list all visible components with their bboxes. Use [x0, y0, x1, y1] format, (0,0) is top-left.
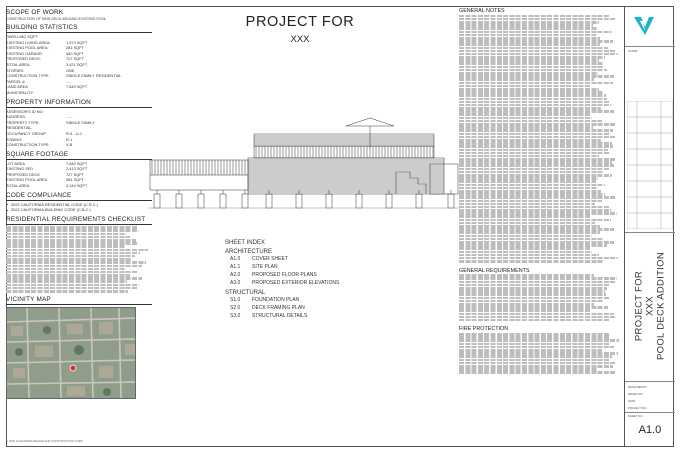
info-label: TOTAL AREA:	[6, 61, 31, 67]
info-label: PARCEL #:	[6, 78, 26, 84]
revision-grid	[627, 101, 673, 229]
fine-print-line	[6, 233, 126, 236]
fine-print-line	[6, 242, 138, 245]
fine-print-line	[459, 300, 603, 303]
info-value: 2,413 SQFT	[66, 166, 88, 172]
fine-print-line	[459, 225, 600, 228]
divider	[6, 200, 152, 201]
sheet-index-row	[225, 279, 385, 287]
fine-print-line	[459, 27, 597, 30]
info-label: EXISTING GARAGE:	[6, 50, 43, 56]
fine-print-line	[459, 31, 612, 34]
info-value: R-1	[66, 136, 73, 142]
fine-print-line	[459, 88, 599, 91]
fine-print-line	[6, 239, 136, 242]
info-label: STORIES:	[6, 67, 25, 73]
info-label: ZONING:	[6, 136, 23, 142]
residential-checklist-heading: RESIDENTIAL REQUIREMENTS CHECKLIST	[6, 216, 146, 224]
sheet-index-row	[225, 263, 385, 271]
stamp-label: STAMP	[628, 49, 638, 53]
fine-print-line	[459, 37, 600, 40]
fine-print-line	[6, 252, 140, 255]
fine-print-line	[459, 339, 619, 342]
info-label: ASSESSOR'S ID NO:	[6, 108, 44, 114]
fine-print-line	[459, 306, 608, 309]
fine-print-line	[459, 309, 591, 312]
info-label: LAND AREA	[6, 84, 28, 90]
fine-print-line	[459, 24, 593, 27]
architecture-sheet-list	[225, 255, 385, 287]
divider	[625, 412, 675, 413]
project-title: PROJECT FOR	[245, 14, 355, 30]
fine-print-line	[459, 174, 612, 177]
info-label: EXISTING POOL AREA:	[6, 45, 49, 51]
fine-print-line	[459, 187, 597, 190]
info-row	[6, 142, 152, 148]
fire-protection-heading: FIRE PROTECTION	[459, 326, 509, 333]
divider	[6, 32, 152, 33]
fine-print-line	[459, 209, 611, 212]
info-label: CONSTRUCTION TYPE:	[6, 142, 50, 148]
sheet-index-row	[225, 271, 385, 279]
fine-print-line	[6, 271, 137, 274]
fine-print-line	[459, 177, 598, 180]
fine-print-line	[459, 82, 613, 85]
info-value: 3,144 SQFT	[66, 183, 88, 189]
info-row	[6, 90, 152, 96]
square-footage-list	[6, 161, 152, 189]
info-label: MUNICIPALITY:	[6, 89, 34, 95]
fine-print-line	[459, 164, 614, 167]
divider	[6, 224, 152, 225]
sheet-index-row	[225, 255, 385, 263]
fine-print-line	[459, 21, 599, 24]
fine-print-line	[459, 161, 612, 164]
info-label: EXISTING POOL AREA	[6, 177, 48, 183]
fine-print-line	[6, 249, 148, 252]
fine-print-line	[459, 107, 601, 110]
fine-print-line	[459, 297, 610, 300]
code-item: 2022 CALIFORNIA BUILDING CODE (C.B.C.)	[6, 207, 152, 213]
fine-print-line	[459, 91, 603, 94]
general-requirements-heading: GENERAL REQUIREMENTS	[459, 267, 530, 274]
info-value: R-3 - U-1	[66, 130, 82, 136]
divider	[625, 46, 675, 47]
scope-text: CONSTRUCTION OF NEW DECK AROUND EXISTING POOL	[6, 17, 107, 21]
info-value: ......	[66, 114, 73, 120]
fine-print-line	[6, 236, 130, 239]
fine-print-line	[459, 352, 618, 355]
sheet-index-row	[225, 304, 385, 312]
info-label: OCCUPANCY GROUP:	[6, 130, 47, 136]
fine-print-line	[459, 155, 599, 158]
fine-print-line	[6, 265, 142, 268]
scope-heading: SCOPE OF WORK	[6, 9, 64, 16]
fine-print-line	[459, 336, 609, 339]
fine-print-line	[459, 287, 607, 290]
copyright-footer: © 2024 CALIFORNIA DESIGN AND CONSTRUCTION CORP.	[6, 439, 84, 443]
fine-print-line	[459, 290, 605, 293]
fine-print-line	[459, 18, 616, 21]
info-value: 1,973 SQFT	[66, 39, 88, 45]
project-subtitle: XXX	[290, 34, 310, 45]
fine-print-line	[459, 129, 613, 132]
fine-print-line	[459, 371, 615, 374]
fine-print-line	[459, 281, 615, 284]
fine-print-line	[459, 303, 594, 306]
fine-print-line	[459, 123, 615, 126]
fine-print-line	[459, 184, 605, 187]
fine-print-line	[459, 133, 609, 136]
fine-print-line	[459, 53, 618, 56]
fine-print-line	[6, 229, 139, 232]
structural-sheet-list	[225, 296, 385, 320]
drawn-by-label: DRAWN BY:	[628, 392, 644, 396]
code-compliance-list	[6, 202, 152, 214]
sheet-description: SITE PLAN	[252, 264, 278, 270]
info-value: 727 SQFT	[66, 56, 84, 62]
sheet-index	[225, 240, 385, 320]
fine-print-line	[459, 190, 601, 193]
fine-print-line	[459, 158, 616, 161]
fine-print-line	[459, 40, 613, 43]
info-label: ADDRESS:	[6, 114, 26, 120]
sheet-number: S2.0	[230, 305, 241, 311]
sheet-number: S1.0	[230, 297, 241, 303]
fine-print-line	[459, 254, 599, 257]
info-value: 281 SQFT	[66, 45, 84, 51]
fine-print-line	[459, 196, 616, 199]
property-info-list	[6, 109, 152, 148]
divider	[6, 107, 152, 108]
info-label: TOTAL AREA	[6, 183, 30, 189]
fine-print-line	[459, 69, 607, 72]
property-info-heading: PROPERTY INFORMATION	[6, 98, 91, 106]
fine-print-line	[459, 78, 594, 81]
info-value	[66, 90, 152, 96]
general-notes-text	[459, 15, 619, 263]
fine-print-line	[459, 235, 592, 238]
structural-heading: STRUCTURAL	[225, 290, 266, 296]
fine-print-line	[6, 255, 135, 258]
divider	[625, 381, 675, 382]
sheet-description: DECK FRAMING PLAN	[252, 305, 305, 311]
fine-print-line	[459, 62, 603, 65]
info-label: DWELLING SQFT	[6, 34, 38, 39]
sheet-number: A3.0	[230, 280, 241, 286]
fine-print-line	[459, 349, 602, 352]
architecture-heading: ARCHITECTURE	[225, 249, 273, 255]
info-value: SINGLE FAMILY RESIDENTIAL	[66, 73, 122, 79]
fine-print-line	[459, 313, 614, 316]
fine-print-line	[459, 94, 606, 97]
info-label: LOT AREA	[6, 160, 25, 166]
fine-print-line	[459, 212, 617, 215]
info-label: EXISTING LIVING AREA:	[6, 39, 51, 45]
fine-print-line	[459, 85, 591, 88]
fine-print-line	[459, 113, 591, 116]
fine-print-line	[6, 258, 131, 261]
fine-print-line	[459, 365, 613, 368]
code-item: 2022 CALIFORNIA RESIDENTIAL CODE (C.R.C.)	[6, 202, 152, 208]
fire-protection-text	[459, 333, 619, 374]
divider	[6, 304, 152, 305]
info-value: 3,421 SQFT	[66, 61, 88, 67]
fine-print-line	[459, 15, 609, 18]
fine-print-line	[459, 260, 604, 263]
info-value: 281 SQFT	[66, 177, 84, 183]
building-stats-list	[6, 34, 152, 96]
fine-print-line	[459, 247, 591, 250]
project-name-vertical	[625, 226, 675, 386]
fine-print-line	[459, 126, 593, 129]
fine-print-line	[459, 343, 610, 346]
fine-print-line	[6, 268, 125, 271]
fine-print-line	[459, 168, 609, 171]
deck-elevation-drawing	[148, 112, 460, 224]
fine-print-line	[459, 244, 607, 247]
fine-print-line	[6, 261, 146, 264]
fine-print-line	[459, 319, 610, 322]
info-value: V-B	[66, 142, 73, 148]
sheet-number: A1.0	[230, 256, 241, 262]
sheet-number: A1.1	[230, 264, 241, 270]
fine-print-line	[459, 293, 606, 296]
sheet-description: FOUNDATION PLAN	[252, 297, 300, 303]
sheet-index-row	[225, 312, 385, 320]
fine-print-line	[459, 231, 600, 234]
fine-print-line	[459, 171, 604, 174]
fine-print-line	[459, 228, 614, 231]
fine-print-line	[6, 290, 128, 293]
fine-print-line	[459, 238, 603, 241]
title-block	[624, 6, 674, 447]
fine-print-line	[459, 101, 609, 104]
general-requirements-text	[459, 274, 619, 321]
sheet-description: COVER SHEET	[252, 256, 288, 262]
fine-print-line	[459, 110, 614, 113]
sheet-number: A1.0	[638, 424, 662, 436]
fine-print-line	[459, 206, 610, 209]
sheet-number-label: SHEET NO.:	[628, 414, 644, 418]
fine-print-line	[459, 136, 615, 139]
info-value: 727 SQFT	[66, 171, 84, 177]
fine-print-line	[6, 277, 142, 280]
fine-print-line	[459, 149, 608, 152]
sheet-description: PROPOSED EXTERIOR ELEVATIONS	[252, 280, 340, 286]
fine-print-line	[459, 50, 615, 53]
fine-print-line	[459, 284, 610, 287]
fine-print-line	[459, 56, 605, 59]
info-value: 7,840 SQFT	[66, 84, 88, 90]
project-info-column	[6, 6, 152, 431]
info-value: 7,840 SQFT	[66, 160, 88, 166]
fine-print-line	[459, 241, 614, 244]
info-value: ONE	[66, 67, 75, 73]
vicinity-map-heading: VICINITY MAP	[6, 295, 51, 303]
general-notes-heading: GENERAL NOTES	[459, 8, 505, 14]
fine-print-line	[6, 226, 137, 229]
fine-print-line	[459, 34, 596, 37]
fine-print-line	[459, 47, 608, 50]
sheet-index-row	[225, 296, 385, 304]
project-name-line: XXX	[644, 296, 656, 316]
fine-print-line	[459, 277, 617, 280]
fine-print-line	[6, 274, 130, 277]
fine-print-line	[459, 66, 603, 69]
company-logo	[631, 12, 657, 38]
sheet-description: STRUCTURAL DETAILS	[252, 313, 308, 319]
code-compliance-heading: CODE COMPLIANCE	[6, 191, 72, 199]
residential-checklist-text	[6, 226, 152, 292]
notes-column	[459, 6, 619, 436]
designed-by-label: DESIGNED BY:	[628, 385, 648, 389]
fine-print-line	[459, 219, 611, 222]
fine-print-line	[459, 222, 595, 225]
fine-print-line	[459, 193, 605, 196]
fine-print-line	[459, 120, 602, 123]
fine-print-line	[459, 333, 610, 336]
sheet-description: PROPOSED FLOOR PLANS	[252, 272, 317, 278]
fine-print-line	[459, 346, 614, 349]
fine-print-line	[459, 139, 601, 142]
fine-print-line	[459, 355, 612, 358]
fine-print-line	[459, 274, 594, 277]
project-name-line: POOL DECK ADDITION	[655, 252, 667, 360]
fine-print-line	[459, 251, 592, 254]
fine-print-line	[459, 117, 592, 120]
info-value: 440 SQFT	[66, 50, 84, 56]
building-stats-heading: BUILDING STATISTICS	[6, 24, 78, 31]
sheet-index-heading: SHEET INDEX	[225, 240, 265, 246]
fine-print-line	[6, 287, 137, 290]
fine-print-line	[459, 362, 615, 365]
fine-print-line	[459, 203, 595, 206]
info-label: EXISTING SFD	[6, 166, 34, 172]
info-label: PROPOSED DECK:	[6, 56, 42, 62]
square-footage-heading: SQUARE FOOTAGE	[6, 150, 69, 158]
fine-print-line	[459, 215, 591, 218]
info-row	[6, 183, 152, 189]
fine-print-line	[459, 316, 615, 319]
fine-print-line	[459, 180, 596, 183]
fine-print-line	[459, 359, 610, 362]
info-value: ......	[66, 78, 73, 84]
fine-print-line	[6, 284, 139, 287]
fine-print-line	[459, 72, 598, 75]
info-label: CONSTRUCTION TYPE:	[6, 73, 50, 79]
info-label: RESIDENTIAL	[6, 125, 32, 131]
fine-print-line	[459, 152, 610, 155]
fine-print-line	[459, 200, 602, 203]
fine-print-line	[459, 104, 611, 107]
fine-print-line	[459, 145, 613, 148]
fine-print-line	[459, 257, 618, 260]
project-number-label: PROJECT NO.:	[628, 406, 648, 410]
project-name-line: PROJECT FOR	[633, 270, 645, 342]
info-label: PROPOSED DECK	[6, 171, 40, 177]
fine-print-line	[459, 59, 599, 62]
fine-print-line	[6, 245, 125, 248]
fine-print-line	[459, 368, 597, 371]
info-label: PROPERTY TYPE:	[6, 119, 40, 125]
fine-print-line	[459, 98, 607, 101]
info-value: SINGLE FAMILY	[66, 119, 95, 125]
date-label: DATE:	[628, 399, 637, 403]
sheet-number: S3.0	[230, 313, 241, 319]
fine-print-line	[459, 142, 612, 145]
divider	[6, 159, 152, 160]
fine-print-line	[459, 75, 614, 78]
fine-print-line	[459, 43, 600, 46]
fine-print-line	[6, 280, 127, 283]
vicinity-map-image	[6, 307, 136, 399]
sheet-number: A2.0	[230, 272, 241, 278]
